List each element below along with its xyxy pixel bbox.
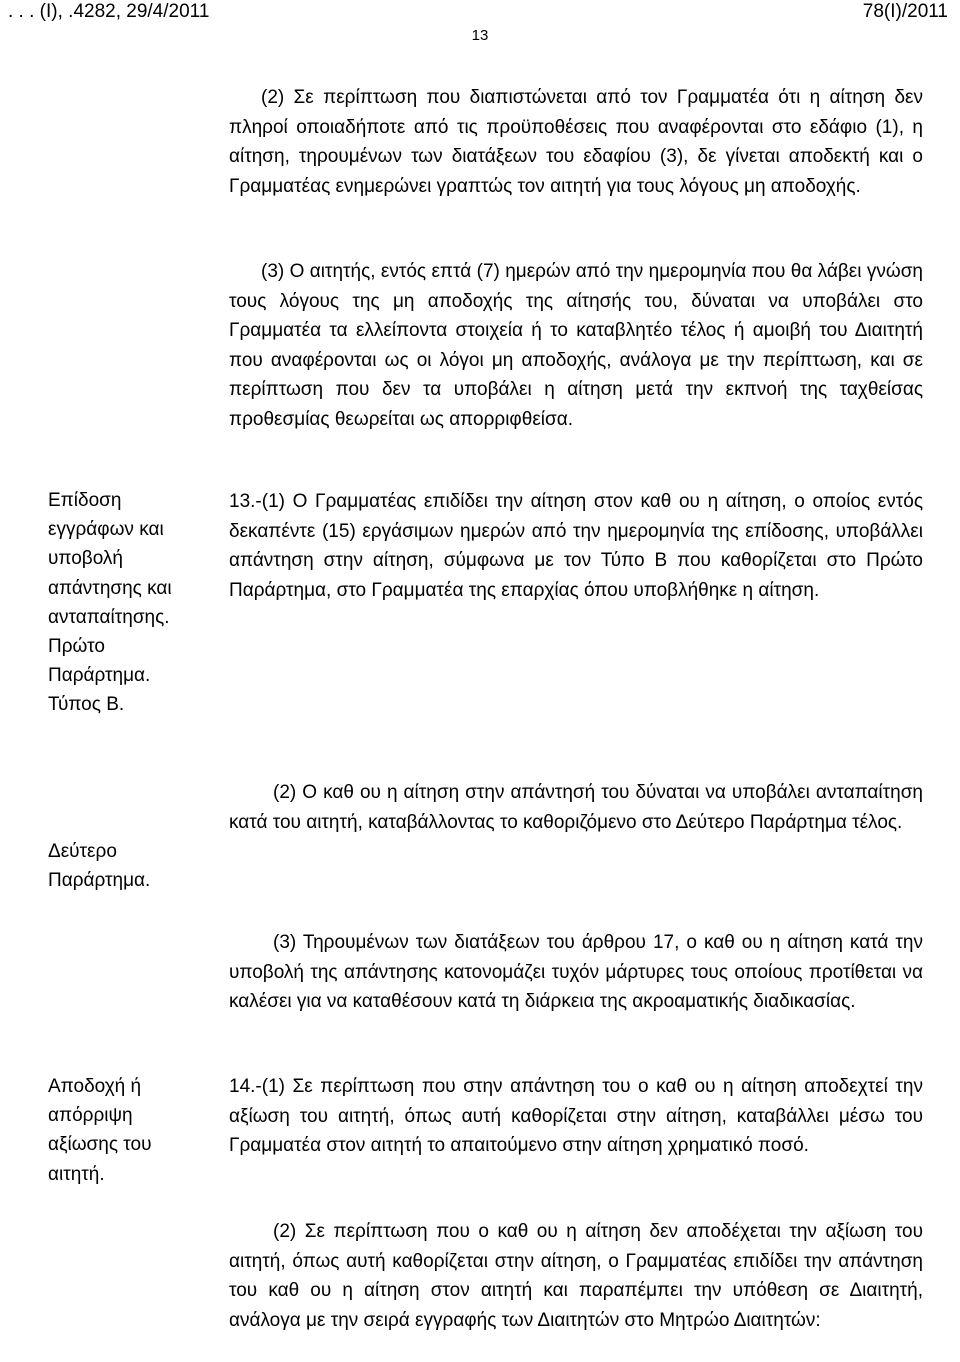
margin-line: Πρώτο: [48, 636, 105, 658]
law-number: 78(Ι)/2011: [862, 1, 948, 22]
paragraph-12-3: (3) Ο αιτητής, εντός επτά (7) ημερών από την ημερομηνία που θα λάβει γνώση τους λόγους της μη αποδοχής της αίτησής του, δύναται να υποβάλει στο Γραμματέα τα ελλείποντα στοιχεία ή το καταβλητέο τέλος ή αμοιβή του Διαιτητή που αναφέρονται ως οι λόγοι μη αποδοχής, ανάλογα με την περίπτωση, και σε περίπτωση που δεν τα υποβάλει η αίτηση μετά την εκπνοή της ταχθείσας προθεσμίας θεωρείται ως απορριφθείσα.: [229, 261, 923, 430]
page-number: 13: [471, 27, 489, 44]
margin-line: απόρριψη: [48, 1105, 133, 1127]
margin-line: Επίδοση: [48, 490, 122, 511]
margin-note-second-annex: [48, 837, 208, 895]
margin-line: αιτητή.: [48, 1163, 105, 1185]
margin-line: υποβολή: [48, 548, 123, 570]
paragraph-13-1: 13.-(1) Ο Γραμματέας επιδίδει την αίτηση στον καθ ου η αίτηση, ο οποίος εντός δεκαπέντε (15) εργάσιμων ημερών από την ημερομηνία της επίδοσης, υποβάλλει απάντηση στην αίτηση, σύμφωνα με τον Τύπο Β που καθορίζεται στο Πρώτο Παράρτημα, στο Γραμματέα της επαρχίας όπου υποβλήθηκε η αίτηση.: [229, 491, 923, 601]
paragraph-14-2: (2) Σε περίπτωση που ο καθ ου η αίτηση δεν αποδέχεται την αξίωση του αιτητή, όπως αυτή καθορίζεται στην αίτηση, ο Γραμματέας επιδίδει την απάντηση του καθ ου η αίτηση στον αιτητή και παραπέμπει την υπόθεση σε Διαιτητή, ανάλογα με την σειρά εγγραφής των Διαιτητών στο Μητρώο Διαιτητών:: [229, 1221, 923, 1331]
margin-note-service-of-documents: [48, 486, 208, 720]
margin-line: εγγράφων και: [48, 519, 164, 541]
margin-line: Δεύτερο: [48, 841, 117, 862]
paragraph-14-1: 14.-(1) Σε περίπτωση που στην απάντηση του ο καθ ου η αίτηση αποδεχτεί την αξίωση του αιτητή, όπως αυτή καθορίζεται στην αίτηση, καταβάλλει μέσω του Γραμματέα στον αιτητή το απαιτούμενο στην αίτηση χρηματικό ποσό.: [229, 1076, 923, 1156]
margin-line: Αποδοχή ή: [48, 1076, 142, 1097]
margin-line: απάντησης και: [48, 577, 172, 599]
margin-line: Τύπος Β.: [48, 694, 125, 716]
margin-line: Παράρτημα.: [48, 665, 151, 687]
margin-line: αξίωσης του: [48, 1134, 152, 1156]
margin-line: Παράρτημα.: [48, 870, 151, 892]
paragraph-13-2: (2) Ο καθ ου η αίτηση στην απάντησή του δύναται να υποβάλει ανταπαίτηση κατά του αιτητή, καταβάλλοντας το καθοριζόμενο στο Δεύτερο Παράρτημα τέλος.: [229, 782, 923, 833]
margin-line: ανταπαίτησης.: [48, 606, 170, 628]
margin-note-acceptance-or-rejection: [48, 1072, 208, 1189]
running-header-left: . . . (Ι), .4282, 29/4/2011: [8, 1, 210, 22]
paragraph-13-3: (3) Τηρουμένων των διατάξεων του άρθρου 17, ο καθ ου η αίτηση κατά την υποβολή της απάντησης κατονομάζει τυχόν μάρτυρες τους οποίους προτίθεται να καλέσει για να καταθέσουν κατά τη διάρκεια της ακροαματικής διαδικασίας.: [229, 932, 923, 1012]
paragraph-12-2: (2) Σε περίπτωση που διαπιστώνεται από τον Γραμματέα ότι η αίτηση δεν πληροί οποιαδήποτε από τις προϋποθέσεις που αναφέρονται στο εδάφιο (1), η αίτηση, τηρουμένων των διατάξεων του εδαφίου (3), δε γίνεται αποδεκτή και ο Γραμματέας ενημερώνει γραπτώς τον αιτητή για τους λόγους μη αποδοχής.: [229, 87, 923, 197]
